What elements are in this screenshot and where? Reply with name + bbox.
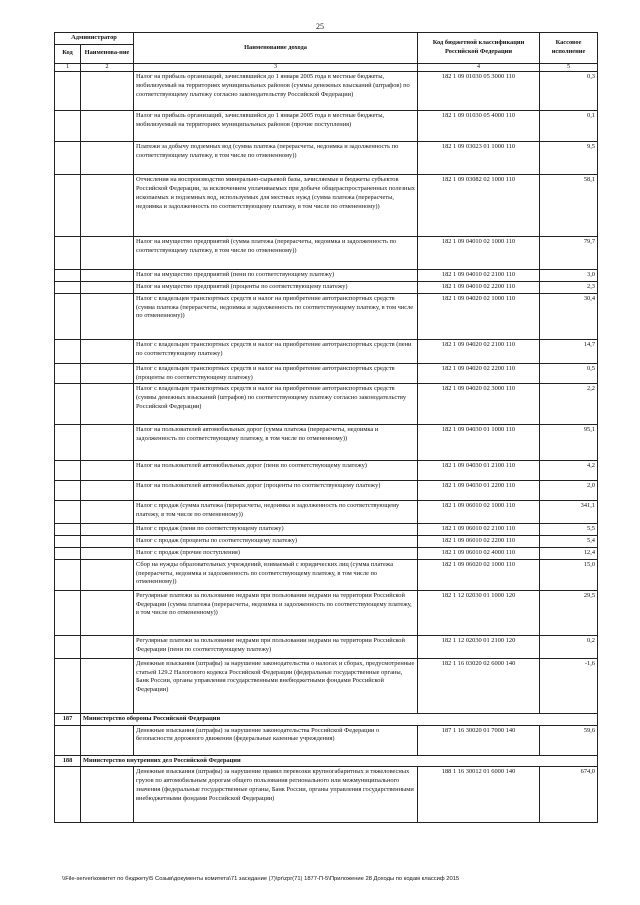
income-name-cell: Денежные взыскания (штрафы) за нарушение законодательства о налогах и сборах, предусмотренные статьей 129.2 Налогового кодекса Российской Федерации (федеральные государственные органы, Банк России, органы управления государственными внебюджетными фондами Российской Федерации)	[134, 658, 418, 713]
kbk-code-cell: 182 1 09 06020 02 1000 110	[418, 559, 540, 590]
admin-code-cell	[55, 339, 81, 363]
table-row	[55, 72, 598, 111]
amount-cell: 674,0	[540, 767, 598, 823]
income-name-cell: Налог с владельцев транспортных средств и налог на приобретение автотранспортных средств (проценты по соответствующему платежу)	[134, 363, 418, 384]
admin-code-cell	[55, 481, 81, 501]
agency-row	[55, 713, 598, 725]
amount-cell: 59,6	[540, 725, 598, 755]
income-name-cell: Налог на пользователей автомобильных дорог (проценты по соответствующему платежу)	[134, 481, 418, 501]
code-header: Код	[55, 44, 81, 63]
admin-name-cell	[81, 635, 134, 658]
kbk-code-cell: 188 1 16 30012 01 6000 140	[418, 767, 540, 823]
kbk-code-cell: 182 1 12 02030 01 1000 120	[418, 590, 540, 635]
table-header	[55, 33, 598, 72]
income-name-cell: Налог с продаж (проценты по соответствующему платежу)	[134, 536, 418, 548]
table-row	[55, 237, 598, 270]
admin-code-cell	[55, 559, 81, 590]
table-row	[55, 270, 598, 282]
amount-cell: 0,1	[540, 111, 598, 142]
table-row	[55, 425, 598, 461]
amount-cell: 2,0	[540, 481, 598, 501]
amount-cell: 341,1	[540, 501, 598, 524]
table-row	[55, 281, 598, 293]
amount-cell: 58,1	[540, 175, 598, 237]
admin-name-cell	[81, 461, 134, 481]
amount-cell: 0,3	[540, 72, 598, 111]
kbk-code-cell: 182 1 09 04010 02 1000 110	[418, 237, 540, 270]
admin-code-cell	[55, 547, 81, 559]
admin-name-cell	[81, 293, 134, 339]
income-name-cell: Налог на имущество предприятий (проценты по соответствующему платежу)	[134, 281, 418, 293]
amount-cell: 15,0	[540, 559, 598, 590]
admin-code-cell	[55, 175, 81, 237]
page-number: 25	[316, 22, 324, 31]
admin-name-cell	[81, 725, 134, 755]
admin-name-cell	[81, 175, 134, 237]
kbk-code-cell: 182 1 09 04030 01 1000 110	[418, 425, 540, 461]
admin-name-cell	[81, 547, 134, 559]
table-row	[55, 725, 598, 755]
kbk-code-cell: 187 1 16 30020 01 7000 140	[418, 725, 540, 755]
income-name-cell: Отчисления на воспроизводство минерально-сырьевой базы, зачисляемые в бюджеты субъектов Российской Федерации, за исключением уплачиваемых при добыче общераспространенных полезных ископаемых и подземных вод, используемых для местных нужд (сумма платежа (перерасчеты, недоимка и задолженность по соответствующему платежу, в том числе по отмененному))	[134, 175, 418, 237]
admin-code-cell	[55, 72, 81, 111]
kbk-code-cell: 182 1 09 06010 02 2100 110	[418, 524, 540, 536]
table-row	[55, 339, 598, 363]
kbk-code-cell: 182 1 09 04020 02 2100 110	[418, 339, 540, 363]
admin-name-cell	[81, 281, 134, 293]
column-index: 5	[540, 63, 598, 71]
table-row	[55, 559, 598, 590]
amount-cell: 30,4	[540, 293, 598, 339]
amount-cell: 9,5	[540, 142, 598, 175]
admin-code-cell	[55, 635, 81, 658]
kbk-code-cell: 182 1 09 04020 02 1000 110	[418, 293, 540, 339]
kbk-code-cell: 182 1 09 03023 01 1000 110	[418, 142, 540, 175]
income-name-cell: Налог на прибыль организаций, зачислявшийся до 1 января 2005 года в местные бюджеты, мобилизуемый на территориях муниципальных районов (суммы денежных взысканий (штрафов) по соответствующему платежу согласно законодательству Российской Федерации)	[134, 72, 418, 111]
admin-name-cell	[81, 590, 134, 635]
income-name-cell: Налог с владельцев транспортных средств и налог на приобретение автотранспортных средств (сумма платежа (перерасчеты, недоимка и задолженность по соответствующему платежу, в том числе по отмененному))	[134, 293, 418, 339]
admin-name-cell	[81, 501, 134, 524]
income-name-cell: Налог с продаж (пени по соответствующему платежу)	[134, 524, 418, 536]
kbk-code-cell: 182 1 09 04020 02 3000 110	[418, 384, 540, 425]
agency-name: Министерство обороны Российской Федерации	[81, 713, 598, 725]
file-path-footer: \\File-server\комитет по бюджету\5 Созыв\документы комитета\71 заседание (7)\pr\zpr(71) 1877-П-5\Приложение 28 Доходы по кодам классиф 2015	[62, 876, 460, 882]
kbk-code-cell: 182 1 09 06010 02 4000 110	[418, 547, 540, 559]
kbk-code-cell: 182 1 09 04020 02 2200 110	[418, 363, 540, 384]
table-row	[55, 767, 598, 823]
amount-cell: 2,3	[540, 281, 598, 293]
admin-code-cell	[55, 293, 81, 339]
kbk-code-cell: 182 1 12 02030 01 2100 120	[418, 635, 540, 658]
amount-header: Кассовое исполнение	[540, 33, 598, 64]
kbk-code-cell: 182 1 09 01030 05 3000 110	[418, 72, 540, 111]
admin-name-cell	[81, 339, 134, 363]
kbk-code-cell: 182 1 09 04010 02 2200 110	[418, 281, 540, 293]
kbk-code-cell: 182 1 09 06010 02 1000 110	[418, 501, 540, 524]
kbk-code-cell: 182 1 09 04030 01 2200 110	[418, 481, 540, 501]
income-name-header: Наименование дохода	[134, 33, 418, 64]
admin-code-cell	[55, 384, 81, 425]
table-row	[55, 658, 598, 713]
table-row	[55, 524, 598, 536]
admin-name-cell	[81, 72, 134, 111]
kbk-code-cell: 182 1 09 04010 02 2100 110	[418, 270, 540, 282]
income-name-cell: Налог с владельцев транспортных средств и налог на приобретение автотранспортных средств (пени по соответствующему платежу)	[134, 339, 418, 363]
admin-code-cell	[55, 281, 81, 293]
admin-code-cell	[55, 658, 81, 713]
admin-name-cell	[81, 536, 134, 548]
column-index: 2	[81, 63, 134, 71]
table-row	[55, 293, 598, 339]
admin-name-cell	[81, 270, 134, 282]
amount-cell: 4,2	[540, 461, 598, 481]
admin-name-cell	[81, 111, 134, 142]
agency-name: Министерство внутренних дел Российской Федерации	[81, 755, 598, 767]
amount-cell: 0,5	[540, 363, 598, 384]
income-name-cell: Налог на пользователей автомобильных дорог (пени по соответствующему платежу)	[134, 461, 418, 481]
income-name-cell: Налог с продаж (сумма платежа (перерасчеты, недоимка и задолженность по соответствующему платежу, в том числе по отмененному))	[134, 501, 418, 524]
admin-code-cell	[55, 501, 81, 524]
admin-name-header: Наименова-ние	[81, 44, 134, 63]
income-name-cell: Денежные взыскания (штрафы) за нарушение правил перевозки крупногабаритных и тяжеловесных грузов по автомобильным дорогам общего пользования регионального или межмуниципального значения (федеральные государственные органы, Банк России, органы управления государственными внебюджетными фондами Российской Федерации)	[134, 767, 418, 823]
table-row	[55, 142, 598, 175]
table-row	[55, 635, 598, 658]
admin-name-cell	[81, 481, 134, 501]
admin-name-cell	[81, 142, 134, 175]
admin-name-cell	[81, 559, 134, 590]
kbk-header: Код бюджетной классификации Российской Федерации	[418, 33, 540, 64]
table-row	[55, 461, 598, 481]
income-name-cell: Регулярные платежи за пользование недрами при пользовании недрами на территории Российской Федерации (сумма платежа (перерасчеты, недоимка и задолженность по соответствующему платежу, в том числе по отмененному))	[134, 590, 418, 635]
kbk-code-cell: 182 1 09 01030 05 4000 110	[418, 111, 540, 142]
amount-cell: 3,0	[540, 270, 598, 282]
income-name-cell: Регулярные платежи за пользование недрами при пользовании недрами на территории Российской Федерации (пени по соответствующему платежу)	[134, 635, 418, 658]
admin-code-cell	[55, 461, 81, 481]
admin-name-cell	[81, 524, 134, 536]
agency-code: 187	[55, 713, 81, 725]
admin-name-cell	[81, 658, 134, 713]
table-row	[55, 547, 598, 559]
admin-code-cell	[55, 767, 81, 823]
table-row	[55, 590, 598, 635]
admin-code-cell	[55, 363, 81, 384]
table-row	[55, 481, 598, 501]
kbk-code-cell: 182 1 09 06010 02 2200 110	[418, 536, 540, 548]
column-index: 1	[55, 63, 81, 71]
budget-income-table	[54, 32, 598, 823]
amount-cell: 79,7	[540, 237, 598, 270]
amount-cell: 0,2	[540, 635, 598, 658]
table-row	[55, 536, 598, 548]
admin-code-cell	[55, 425, 81, 461]
admin-code-cell	[55, 270, 81, 282]
kbk-code-cell: 182 1 16 03020 02 6000 140	[418, 658, 540, 713]
amount-cell: -1,6	[540, 658, 598, 713]
admin-name-cell	[81, 767, 134, 823]
kbk-code-cell: 182 1 09 04030 01 2100 110	[418, 461, 540, 481]
income-name-cell: Налог на имущество предприятий (пени по соответствующему платежу)	[134, 270, 418, 282]
amount-cell: 29,5	[540, 590, 598, 635]
income-name-cell: Платежи за добычу подземных вод (сумма платежа (перерасчеты, недоимка и задолженность по соответствующему платежу, в том числе по отмененному))	[134, 142, 418, 175]
admin-code-cell	[55, 142, 81, 175]
income-name-cell: Налог на прибыль организаций, зачислявшийся до 1 января 2005 года в местные бюджеты, мобилизуемый на территориях муниципальных районов (прочие поступления)	[134, 111, 418, 142]
income-name-cell: Налог на пользователей автомобильных дорог (сумма платежа (перерасчеты, недоимка и задолженность по соответствующему платежу, в том числе по отмененному))	[134, 425, 418, 461]
column-index: 3	[134, 63, 418, 71]
admin-code-cell	[55, 725, 81, 755]
income-name-cell: Налог с продаж (прочие поступления)	[134, 547, 418, 559]
table-row	[55, 501, 598, 524]
column-index: 4	[418, 63, 540, 71]
amount-cell: 2,2	[540, 384, 598, 425]
income-name-cell: Налог на имущество предприятий (сумма платежа (перерасчеты, недоимка и задолженность по соответствующему платежу, в том числе по отмененному))	[134, 237, 418, 270]
admin-name-cell	[81, 237, 134, 270]
admin-code-cell	[55, 524, 81, 536]
admin-name-cell	[81, 363, 134, 384]
income-name-cell: Сбор на нужды образовательных учреждений, взимаемый с юридических лиц (сумма платежа (перерасчеты, недоимка и задолженность по соответствующему платежу, в том числе по отмененному))	[134, 559, 418, 590]
table-body	[55, 72, 598, 823]
income-name-cell: Денежные взыскания (штрафы) за нарушение законодательства Российской Федерации о безопасности дорожного движения (федеральные казенные учреждения)	[134, 725, 418, 755]
agency-row	[55, 755, 598, 767]
table-row	[55, 111, 598, 142]
amount-cell: 12,4	[540, 547, 598, 559]
amount-cell: 5,4	[540, 536, 598, 548]
amount-cell: 14,7	[540, 339, 598, 363]
table-row	[55, 363, 598, 384]
administrator-header: Администратор	[55, 33, 134, 45]
admin-code-cell	[55, 237, 81, 270]
table-row	[55, 384, 598, 425]
admin-code-cell	[55, 590, 81, 635]
table-row	[55, 175, 598, 237]
agency-code: 188	[55, 755, 81, 767]
kbk-code-cell: 182 1 09 03082 02 1000 110	[418, 175, 540, 237]
admin-code-cell	[55, 536, 81, 548]
amount-cell: 5,5	[540, 524, 598, 536]
column-index-row	[55, 63, 598, 71]
admin-code-cell	[55, 111, 81, 142]
amount-cell: 95,1	[540, 425, 598, 461]
admin-name-cell	[81, 384, 134, 425]
admin-name-cell	[81, 425, 134, 461]
income-name-cell: Налог с владельцев транспортных средств и налог на приобретение автотранспортных средств (суммы денежных взысканий (штрафов) по соответствующему платежу согласно законодательству Российской Федерации)	[134, 384, 418, 425]
